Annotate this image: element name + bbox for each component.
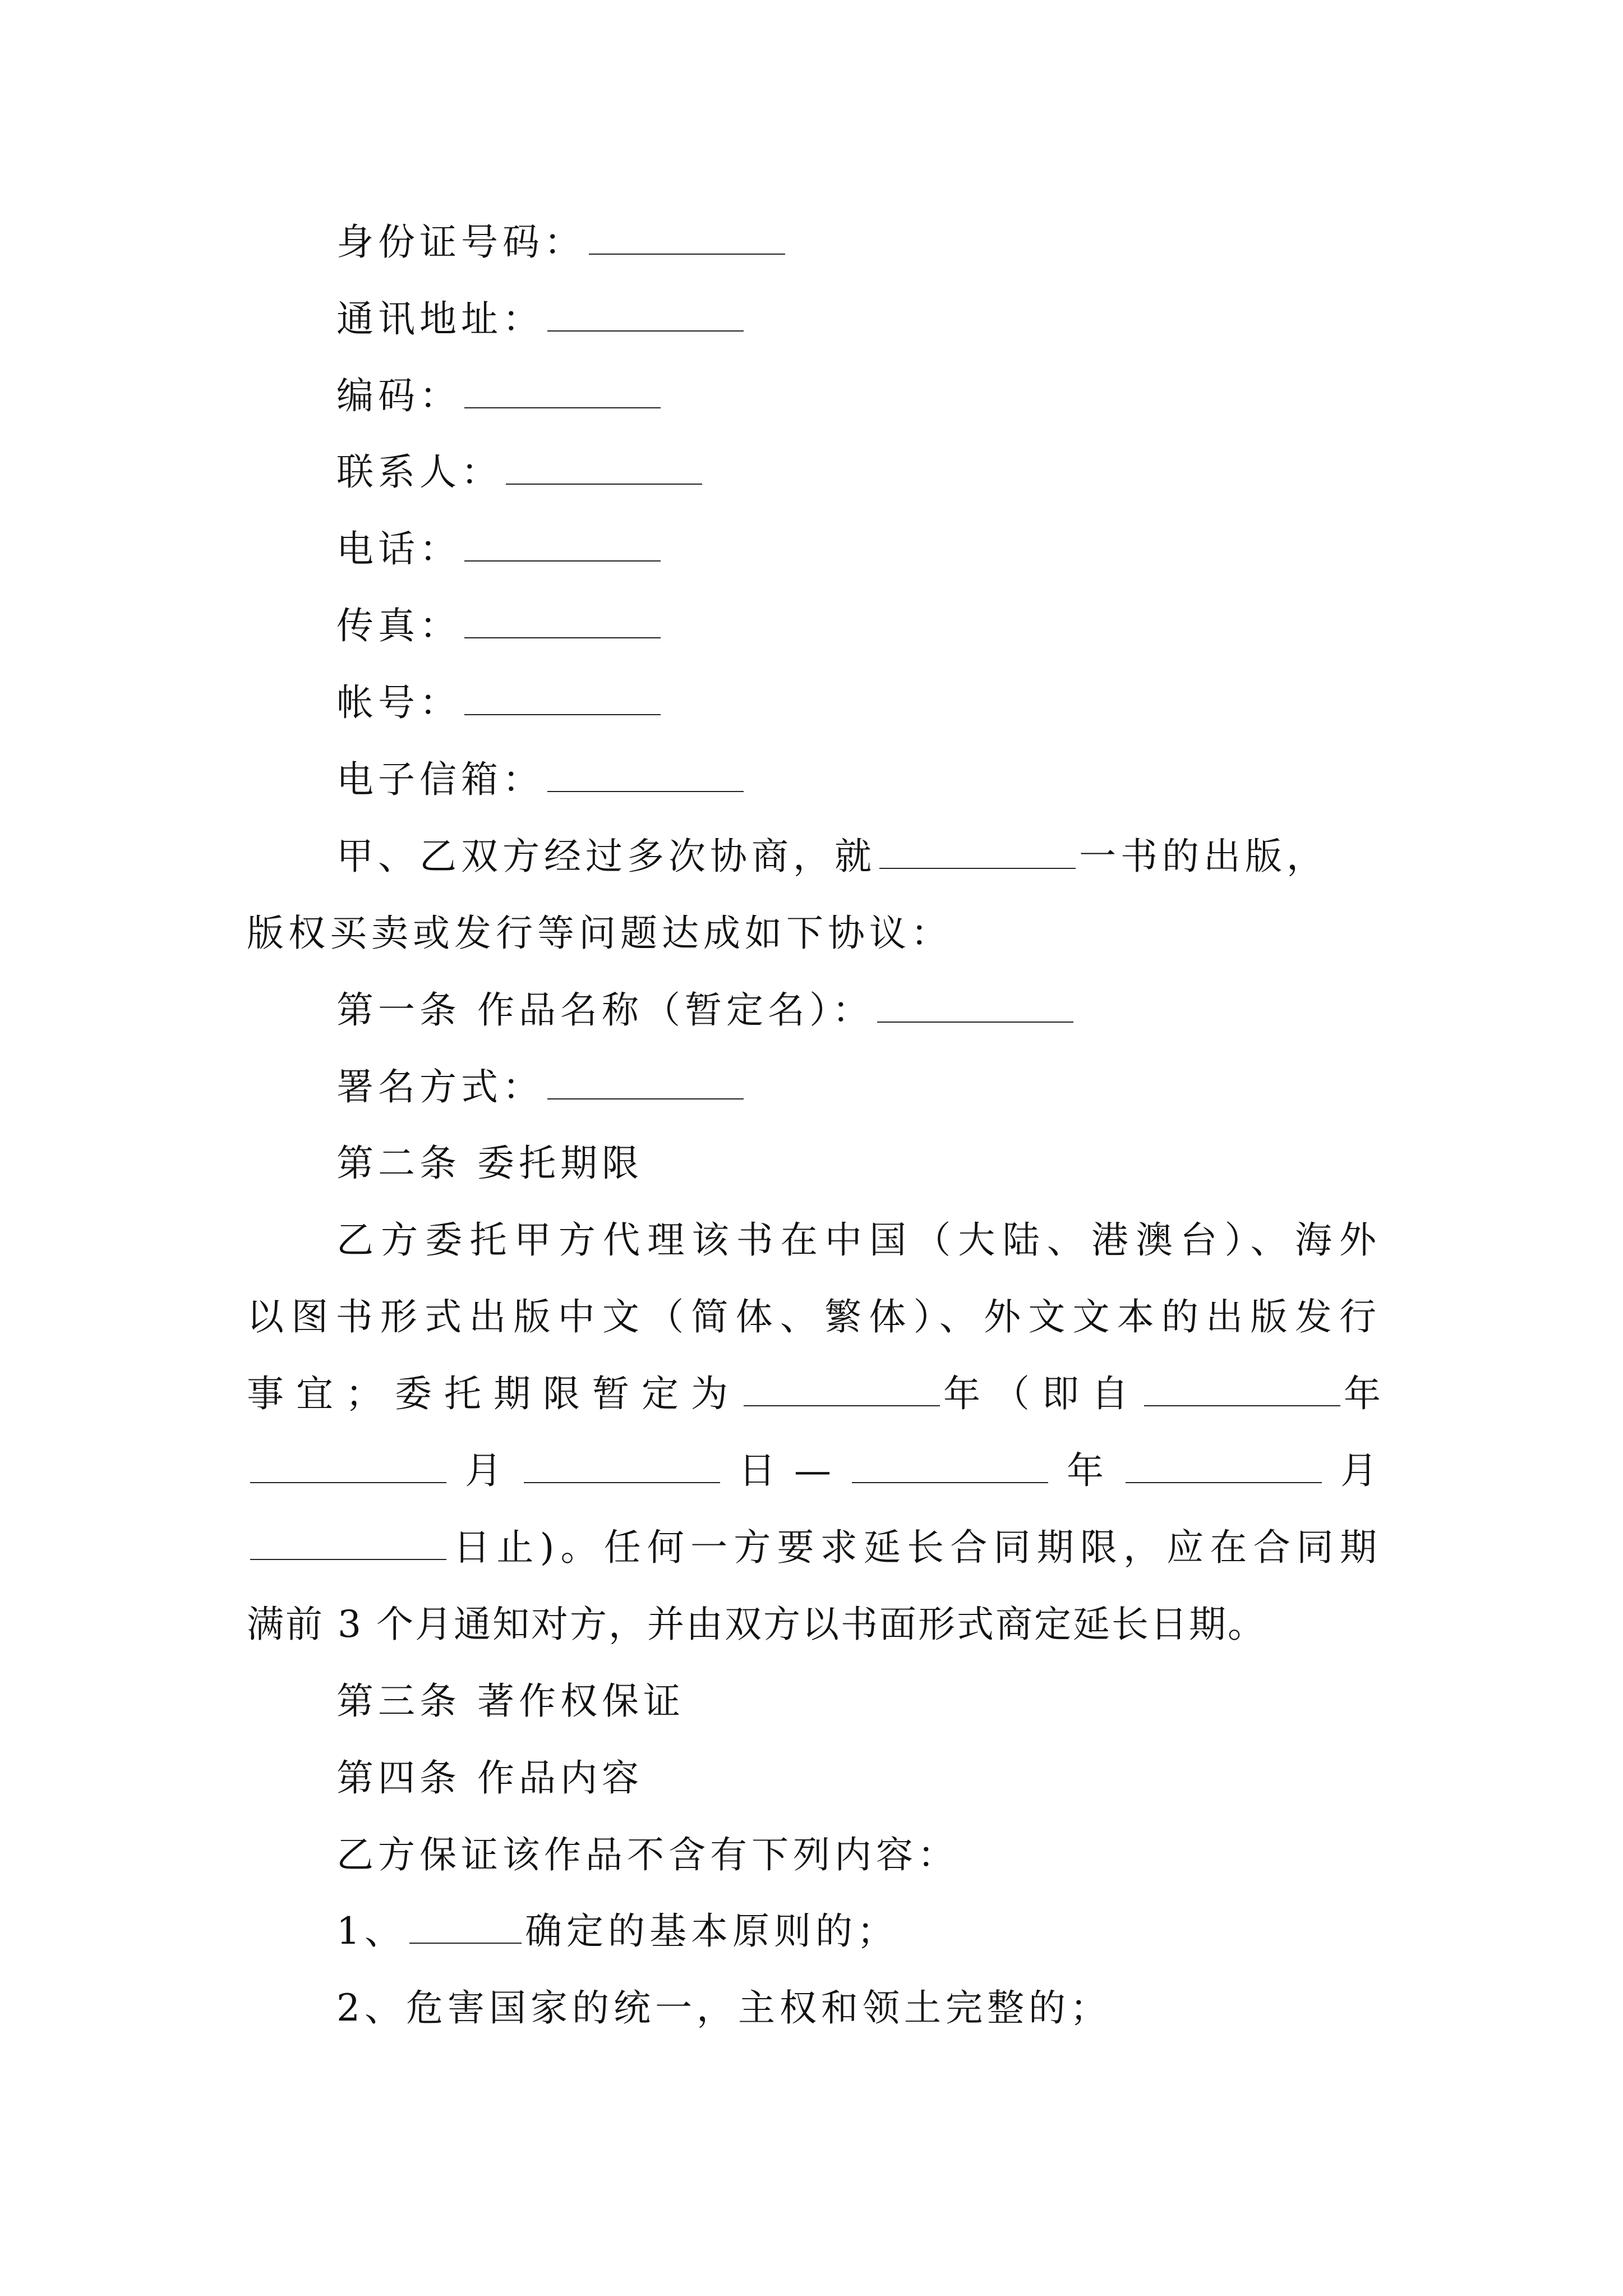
fill-blank — [879, 833, 1076, 869]
fill-blank — [464, 372, 661, 408]
field-label: 通讯地址： — [336, 297, 544, 341]
field-label: 电子信箱： — [336, 758, 544, 801]
fill-blank — [547, 296, 744, 332]
fill-blank — [464, 602, 661, 638]
intro-text: 甲、乙双方经过多次协商，就 — [336, 835, 876, 878]
para-text: 年（即自 — [943, 1372, 1141, 1415]
field-label: 编码： — [336, 374, 461, 417]
article-3-title: 第三条 著作权保证 — [336, 1680, 685, 1723]
article-2-para-line-4 — [247, 1443, 1380, 1499]
fill-blank — [852, 1447, 1048, 1483]
para-text: 月 — [465, 1449, 506, 1492]
para-text: 年 — [1344, 1372, 1383, 1415]
field-label: 署名方式： — [336, 1065, 544, 1108]
field-label: 电话： — [336, 527, 461, 570]
fill-blank — [464, 679, 661, 715]
field-contact — [336, 444, 706, 500]
fill-blank — [589, 219, 785, 255]
fill-blank — [524, 1447, 720, 1483]
field-email — [336, 752, 747, 808]
fill-blank — [1144, 1370, 1340, 1406]
article-2-para-line-5 — [247, 1520, 1380, 1576]
para-text: 年 — [1067, 1449, 1108, 1492]
list-text: 确定的基本原则的； — [525, 1910, 898, 1953]
fill-blank — [744, 1370, 940, 1406]
signature-method — [336, 1059, 747, 1115]
fill-blank — [464, 526, 661, 562]
field-phone — [336, 521, 664, 577]
field-postcode — [336, 368, 664, 424]
article-heading: 第一条 作品名称（暂定名）： — [336, 988, 874, 1032]
field-label: 身份证号码： — [336, 220, 585, 264]
article-2-para-line-6: 满前 3 个月通知对方，并由双方以书面形式商定延长日期。 — [247, 1603, 1266, 1646]
fill-blank — [547, 756, 744, 792]
article-4-item-2: 2、危害国家的统一，主权和领土完整的； — [336, 1986, 1112, 2030]
article-1-title — [336, 982, 1077, 1038]
article-2-para-line-3 — [247, 1366, 1383, 1422]
article-4-item-1 — [336, 1903, 898, 1959]
article-2-para-line-2: 以图书形式出版中文（简体、繁体）、外文文本的出版发行 — [247, 1295, 1380, 1338]
field-account — [336, 675, 664, 731]
field-id-number — [336, 214, 789, 270]
para-text: 日止)。任何一方要求延长合同期限，应在合同期 — [450, 1526, 1380, 1569]
intro-line-2: 版权买卖或发行等问题达成如下协议： — [247, 912, 952, 955]
fill-blank — [250, 1524, 446, 1560]
fill-blank — [877, 987, 1073, 1023]
fill-blank — [547, 1064, 744, 1099]
fill-blank — [1126, 1447, 1322, 1483]
para-text: 事宜；委托期限暂定为 — [247, 1372, 740, 1415]
field-fax — [336, 598, 664, 654]
article-2-title: 第二条 委托期限 — [336, 1142, 643, 1185]
article-4-lead: 乙方保证该作品不含有下列内容： — [336, 1833, 959, 1876]
field-label: 联系人： — [336, 450, 502, 494]
fill-blank — [409, 1908, 522, 1944]
intro-text: 一书的出版， — [1079, 835, 1328, 878]
list-number: 1、 — [336, 1910, 406, 1953]
article-4-title: 第四条 作品内容 — [336, 1756, 643, 1800]
field-address — [336, 291, 747, 347]
intro-line-1 — [336, 829, 1328, 885]
field-label: 帐号： — [336, 681, 461, 724]
field-label: 传真： — [336, 604, 461, 647]
para-text: 月 — [1340, 1449, 1380, 1492]
para-text: 日 — — [739, 1449, 834, 1492]
fill-blank — [506, 449, 702, 485]
article-2-para-line-1: 乙方委托甲方代理该书在中国（大陆、港澳台）、海外 — [336, 1218, 1380, 1262]
fill-blank — [250, 1447, 446, 1483]
